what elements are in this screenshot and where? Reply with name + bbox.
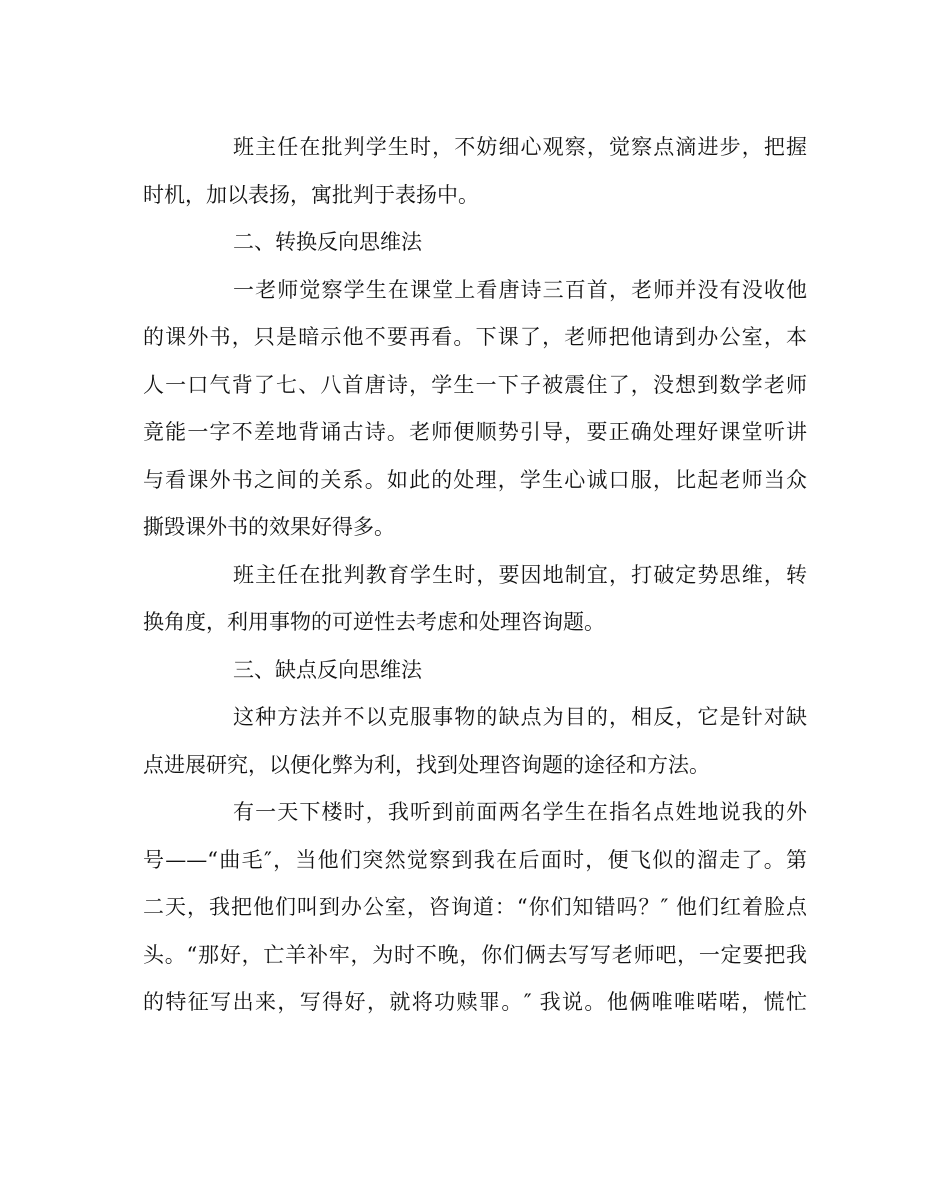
paragraph-line: 撕毁课外书的效果好得多。 [143,515,395,539]
paragraph-line: 换角度，利用事物的可逆性去考虑和处理咨询题。 [143,610,605,634]
document-body [143,124,807,1027]
paragraph-line: 竟能一字不差地背诵古诗。老师便顺势引导，要正确处理好课堂听讲 [143,420,807,444]
paragraph-line: 班主任在批判学生时，不妨细心观察，觉察点滴进步，把握 [233,135,807,159]
paragraph-line: 时机，加以表扬，寓批判于表扬中。 [143,182,479,207]
section-heading: 二、转换反向思维法 [233,230,422,254]
section-heading: 三、缺点反向思维法 [233,657,422,682]
paragraph-line: 人一口气背了七、八首唐诗，学生一下子被震住了，没想到数学老师 [143,372,807,397]
paragraph-line: 二天，我把他们叫到办公室，咨询道：“你们知错吗？″ 他们红着脸点 [143,895,807,919]
paragraph-line: 头。“那好，亡羊补牢，为时不晚，你们俩去写写老师吧，一定要把我 [143,942,807,967]
paragraph-line: 的课外书，只是暗示他不要再看。下课了，老师把他请到办公室，本 [143,325,807,349]
paragraph-line: 点进展研究，以便化弊为利，找到处理咨询题的途径和方法。 [143,752,710,777]
paragraph-line: 的特征写出来，写得好，就将功赎罪。″ 我说。他俩唯唯喏喏，慌忙 [143,990,807,1014]
paragraph-line: 一老师觉察学生在课堂上看唐诗三百首，老师并没有没收他 [233,277,807,302]
paragraph-line: 有一天下楼时，我听到前面两名学生在指名点姓地说我的外 [233,800,807,824]
paragraph-line: 这种方法并不以克服事物的缺点为目的，相反，它是针对缺 [233,705,807,729]
paragraph-line: 与看课外书之间的关系。如此的处理，学生心诚口服，比起老师当众 [143,467,807,492]
paragraph-line: 号——“曲毛″，当他们突然觉察到我在后面时，便飞似的溜走了。第 [143,847,807,872]
paragraph-line: 班主任在批判教育学生时，要因地制宜，打破定势思维，转 [233,562,807,587]
